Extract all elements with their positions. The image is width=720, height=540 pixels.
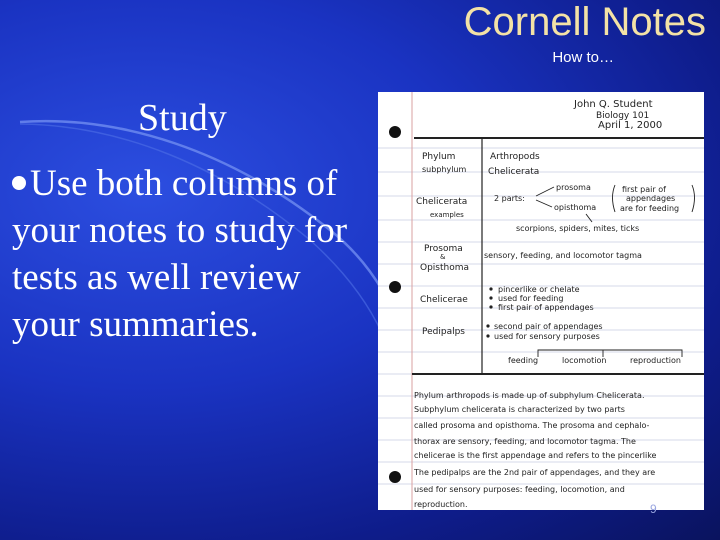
- summary-line: Phylum arthropods is made up of subphylum Chelicerata.: [414, 391, 645, 400]
- cornell-notes-image: [378, 92, 704, 510]
- bullet-icon: [12, 176, 26, 190]
- summary-line: Subphylum chelicerata is characterized by two parts: [414, 405, 625, 414]
- note-text: opisthoma: [554, 203, 597, 212]
- cue-text: &: [440, 253, 446, 261]
- cue-text: Opisthoma: [420, 263, 470, 273]
- note-text: second pair of appendages: [494, 322, 603, 331]
- summary-line: The pedipalps are the 2nd pair of appendages, and they are: [414, 468, 656, 477]
- summary-line: used for sensory purposes: feeding, locomotion, and: [414, 485, 625, 494]
- note-text: used for feeding: [498, 294, 564, 303]
- cue-text: examples: [430, 211, 464, 219]
- summary-line: chelicerae is the first appendage and refers to the pincerlike: [414, 451, 657, 460]
- cue-text: Chelicerata: [416, 197, 468, 207]
- slide-title: Cornell Notes: [463, 0, 706, 44]
- note-text: prosoma: [556, 183, 591, 192]
- cue-text: Pedipalps: [422, 327, 465, 337]
- note-text: used for sensory purposes: [494, 332, 600, 341]
- cue-text: Chelicerae: [420, 295, 468, 305]
- cue-text: Prosoma: [424, 244, 463, 254]
- notes-header-course: Biology 101: [596, 111, 650, 121]
- note-text: sensory, feeding, and locomotor tagma: [484, 251, 642, 260]
- notes-drawing: [378, 92, 704, 510]
- notes-header-name: John Q. Student: [574, 99, 653, 110]
- note-text: Arthropods: [490, 152, 540, 162]
- note-text: 2 parts:: [494, 194, 525, 203]
- cue-text: subphylum: [422, 165, 467, 174]
- note-text: feeding: [508, 356, 539, 365]
- summary-line: called prosoma and opisthoma. The prosoma and cephalo-: [414, 421, 650, 430]
- slide-subtitle: How to…: [552, 49, 614, 66]
- note-text: first pair of: [622, 185, 666, 194]
- note-text: first pair of appendages: [498, 303, 594, 312]
- bullet-text: Use both columns of your notes to study for tests as well review your summaries.: [12, 163, 348, 345]
- note-text: reproduction: [630, 356, 681, 365]
- bullet-paragraph: [12, 160, 372, 348]
- note-text: are for feeding: [620, 204, 680, 213]
- note-text: appendages: [626, 194, 676, 203]
- note-text: scorpions, spiders, mites, ticks: [516, 224, 640, 233]
- note-text: pincerlike or chelate: [498, 285, 580, 294]
- page-number: 9: [650, 502, 657, 516]
- note-text: Chelicerata: [488, 167, 540, 177]
- section-heading: Study: [138, 97, 227, 139]
- notes-header-date: April 1, 2000: [598, 120, 663, 131]
- note-text: locomotion: [562, 356, 607, 365]
- cue-text: Phylum: [422, 152, 456, 162]
- summary-line: thorax are sensory, feeding, and locomotor tagma. The: [414, 437, 636, 446]
- summary-line: reproduction.: [414, 500, 468, 509]
